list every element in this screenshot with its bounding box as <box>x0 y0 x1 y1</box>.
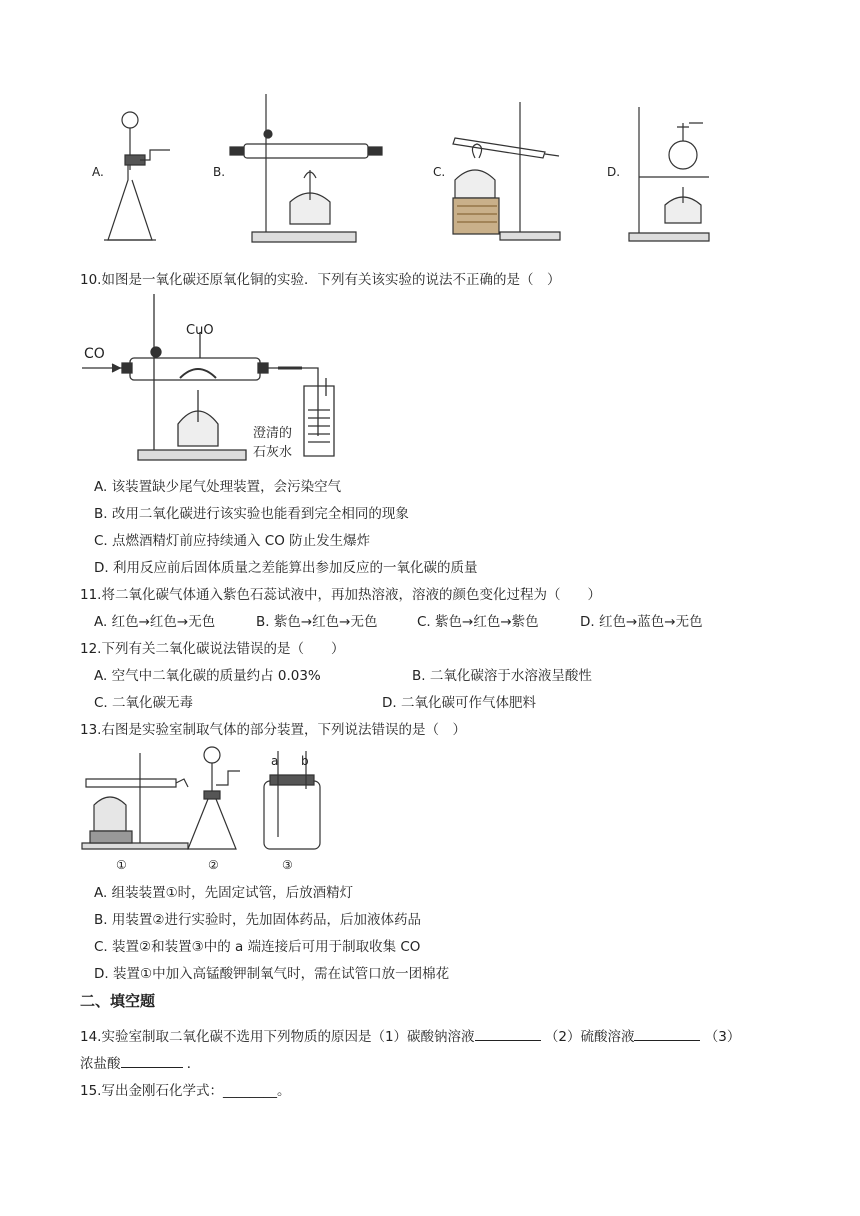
question-14-line2 <box>80 1052 200 1072</box>
q10-option-a: A. 该装置缺少尾气处理装置，会污染空气 <box>94 479 342 495</box>
label-device-2: ② <box>208 858 219 872</box>
gas-prep-apparatus <box>80 745 330 857</box>
q10-option-c: C. 点燃酒精灯前应持续通入 CO 防止发生爆炸 <box>94 533 371 549</box>
section-title: 二、填空题 <box>80 992 156 1010</box>
label-limewater-1: 澄清的 <box>253 426 293 441</box>
question-14-line1 <box>80 1025 740 1045</box>
q12-option-b: B. 二氧化碳溶于水溶液呈酸性 <box>412 668 592 684</box>
question-12-stem: 12.下列有关二氧化碳说法错误的是（ ） <box>80 641 345 657</box>
label-port-b: b <box>301 754 309 768</box>
blank-1[interactable] <box>475 1027 541 1041</box>
label-limewater-2: 石灰水 <box>253 445 293 460</box>
q14-part3: （3） <box>704 1029 741 1045</box>
q14-part1: 14.实验室制取二氧化碳不选用下列物质的原因是（1）碳酸钠溶液 <box>80 1029 475 1045</box>
label-co: CO <box>84 346 105 362</box>
question-13-stem: 13.右图是实验室制取气体的部分装置，下列说法错误的是（ ） <box>80 722 466 738</box>
question-10-stem: 10.如图是一氧化碳还原氧化铜的实验．下列有关该实验的说法不正确的是（ ） <box>80 272 561 288</box>
apparatus-c-inclined-tube <box>445 100 570 245</box>
q12-option-d: D. 二氧化碳可作气体肥料 <box>382 695 536 711</box>
q10-option-b: B. 改用二氧化碳进行该实验也能看到完全相同的现象 <box>94 506 409 522</box>
label-device-1: ① <box>116 858 127 872</box>
q13-option-d: D. 装置①中加入高锰酸钾制氧气时，需在试管口放一团棉花 <box>94 966 450 982</box>
q12-option-c: C. 二氧化碳无毒 <box>94 695 194 711</box>
q14-line2: 浓盐酸 <box>80 1056 121 1072</box>
blank-3[interactable] <box>121 1054 183 1068</box>
label-port-a: a <box>271 754 279 768</box>
question-11-stem: 11.将二氧化碳气体通入紫色石蕊试液中，再加热溶液，溶液的颜色变化过程为（ ） <box>80 587 601 603</box>
apparatus-a-flask <box>100 100 180 245</box>
apparatus-d-round-flask <box>625 105 715 243</box>
q13-option-b: B. 用装置②进行实验时，先加固体药品，后加液体药品 <box>94 912 421 928</box>
q10-option-d: D. 利用反应前后固体质量之差能算出参加反应的一氧化碳的质量 <box>94 560 478 576</box>
label-a: A. <box>92 165 104 179</box>
q13-option-a: A. 组装装置①时，先固定试管，后放酒精灯 <box>94 885 354 901</box>
q11-option-b: B. 紫色→红色→无色 <box>256 614 378 630</box>
label-c: C. <box>433 165 446 179</box>
q11-option-c: C. 紫色→红色→紫色 <box>417 614 539 630</box>
label-d: D. <box>607 165 621 179</box>
q13-option-c: C. 装置②和装置③中的 a 端连接后可用于制取收集 CO <box>94 939 421 955</box>
q11-option-d: D. 红色→蓝色→无色 <box>580 614 703 630</box>
q14-end: ． <box>186 1056 201 1072</box>
apparatus-b-tube-heating <box>230 92 390 247</box>
label-cuo: CuO <box>186 323 214 338</box>
q12-option-a: A. 空气中二氧化碳的质量约占 0.03% <box>94 668 321 684</box>
question-15: 15.写出金刚石化学式：________。 <box>80 1083 291 1099</box>
q11-option-a: A. 红色→红色→无色 <box>94 614 216 630</box>
blank-2[interactable] <box>634 1027 700 1041</box>
label-b: B. <box>213 165 226 179</box>
q14-part2: （2）硫酸溶液 <box>544 1029 635 1045</box>
co-reduction-apparatus <box>82 292 372 462</box>
label-device-3: ③ <box>282 858 293 872</box>
